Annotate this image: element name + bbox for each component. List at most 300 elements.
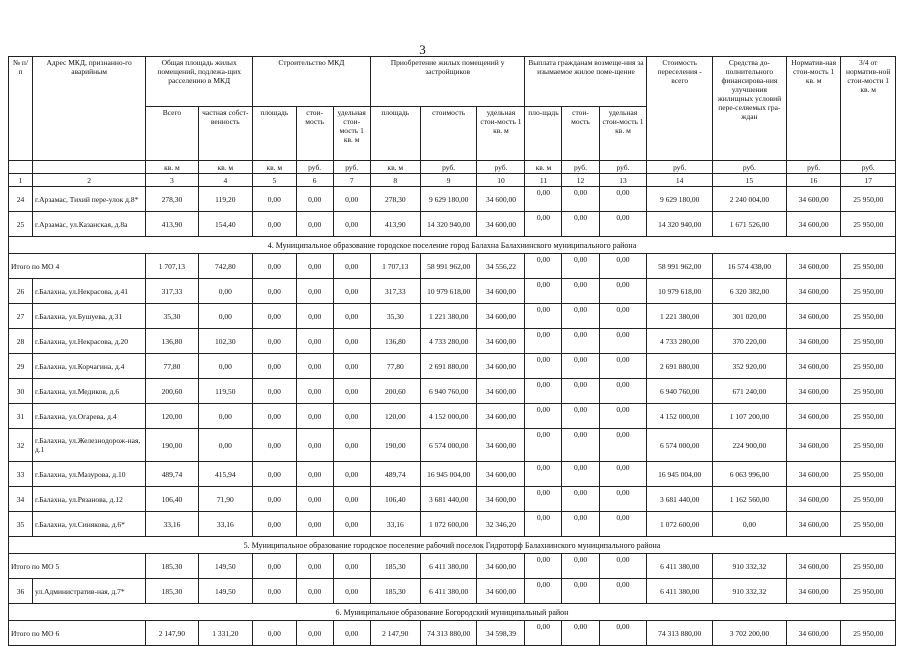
total-value: 2 147,90: [370, 621, 420, 646]
row-value: 34 600,00: [786, 279, 840, 304]
row-number: 24: [9, 187, 33, 212]
row-value: 0,00: [562, 579, 599, 604]
column-index-cell: 2: [32, 174, 145, 187]
units-blank: [9, 161, 33, 174]
row-value: 0,00: [333, 329, 370, 354]
row-number: 30: [9, 379, 33, 404]
row-value: 1 221 380,00: [647, 304, 712, 329]
col-build-cost-header: стои-мость: [296, 107, 333, 161]
row-value: 25 950,00: [841, 212, 896, 237]
unit-cell: руб.: [333, 161, 370, 174]
row-number: 25: [9, 212, 33, 237]
row-value: 1 107 200,00: [712, 404, 786, 429]
total-value: 74 313 880,00: [420, 621, 477, 646]
total-value: 0,00: [253, 554, 297, 579]
row-value: 0,00: [198, 404, 252, 429]
row-value: 0,00: [525, 579, 562, 604]
row-value: 25 950,00: [841, 279, 896, 304]
row-value: 200,60: [146, 379, 198, 404]
total-label: Итого по МО 6: [9, 621, 146, 646]
row-value: 25 950,00: [841, 304, 896, 329]
col-num-header: № п/п: [9, 57, 33, 161]
row-value: 0,00: [333, 279, 370, 304]
col-resettle-cost-header: Стоимость переселения - всего: [647, 57, 712, 161]
row-value: 14 320 940,00: [647, 212, 712, 237]
row-value: 0,00: [562, 487, 599, 512]
row-value: 34 600,00: [477, 462, 525, 487]
row-value: 119,20: [198, 187, 252, 212]
column-index-cell: 4: [198, 174, 252, 187]
total-value: 1 331,20: [198, 621, 252, 646]
row-value: 910 332,32: [712, 579, 786, 604]
row-value: 77,80: [370, 354, 420, 379]
row-value: 0,00: [562, 429, 599, 462]
row-value: 0,00: [333, 187, 370, 212]
row-value: 4 733 280,00: [420, 329, 477, 354]
row-value: 0,00: [296, 579, 333, 604]
row-value: 0,00: [296, 279, 333, 304]
total-value: 0,00: [599, 254, 647, 279]
col-extra-funds-header: Средства до-полнительного финансирова-ния улучшения жилищных условий пере-селяемых гра-ждан: [712, 57, 786, 161]
row-value: 25 950,00: [841, 487, 896, 512]
row-value: 1 221 380,00: [420, 304, 477, 329]
row-value: 0,00: [333, 354, 370, 379]
row-value: 0,00: [562, 462, 599, 487]
column-index-cell: 10: [477, 174, 525, 187]
row-value: 0,00: [562, 354, 599, 379]
col-area-private-header: частная собст-венность: [198, 107, 252, 161]
total-value: 25 950,00: [841, 621, 896, 646]
unit-cell: руб.: [562, 161, 599, 174]
row-value: 0,00: [599, 187, 647, 212]
row-value: 33,16: [146, 512, 198, 537]
section-row: [9, 237, 896, 254]
row-address: г.Балахна, ул.Рязанова, д.12: [32, 487, 145, 512]
row-value: 0,00: [333, 579, 370, 604]
section-row: [9, 537, 896, 554]
row-value: 120,00: [146, 404, 198, 429]
column-index-cell: 5: [253, 174, 297, 187]
row-value: 0,00: [253, 579, 297, 604]
row-value: 6 411 380,00: [420, 579, 477, 604]
unit-cell: кв. м: [198, 161, 252, 174]
row-value: 34 600,00: [477, 279, 525, 304]
table-header: [9, 57, 896, 187]
row-value: 0,00: [253, 212, 297, 237]
row-value: 1 072 600,00: [420, 512, 477, 537]
row-value: 190,00: [370, 429, 420, 462]
row-number: 32: [9, 429, 33, 462]
total-value: 0,00: [562, 621, 599, 646]
total-value: 6 411 380,00: [647, 554, 712, 579]
row-value: 0,00: [296, 462, 333, 487]
total-value: 3 702 200,00: [712, 621, 786, 646]
total-value: 25 950,00: [841, 554, 896, 579]
column-index-cell: 12: [562, 174, 599, 187]
total-value: 58 991 962,00: [647, 254, 712, 279]
row-value: 0,00: [562, 404, 599, 429]
row-value: 0,00: [253, 462, 297, 487]
row-value: 185,30: [146, 579, 198, 604]
row-value: 6 320 382,00: [712, 279, 786, 304]
row-value: 0,00: [296, 329, 333, 354]
row-value: 0,00: [296, 212, 333, 237]
row-value: 106,40: [146, 487, 198, 512]
table-row: [9, 579, 896, 604]
row-value: 6 574 000,00: [420, 429, 477, 462]
row-value: 34 600,00: [477, 487, 525, 512]
column-index-cell: 16: [786, 174, 840, 187]
col-build-group-header: Строительство МКД: [253, 57, 371, 107]
row-value: 0,00: [525, 329, 562, 354]
row-value: 0,00: [562, 187, 599, 212]
row-value: 1 072 600,00: [647, 512, 712, 537]
row-value: 0,00: [525, 404, 562, 429]
row-value: 185,30: [370, 579, 420, 604]
total-value: 0,00: [253, 254, 297, 279]
row-value: 34 600,00: [786, 429, 840, 462]
col-acq-group-header: Приобретение жилых помещений у застройщиков: [370, 57, 525, 107]
row-value: 0,00: [198, 279, 252, 304]
total-value: 25 950,00: [841, 254, 896, 279]
total-value: 34 556,22: [477, 254, 525, 279]
row-value: 2 240 004,00: [712, 187, 786, 212]
row-value: 0,00: [253, 379, 297, 404]
column-index-row: [9, 174, 896, 187]
total-value: 0,00: [333, 621, 370, 646]
row-value: 224 900,00: [712, 429, 786, 462]
row-value: 106,40: [370, 487, 420, 512]
col-acq-area-header: площадь: [370, 107, 420, 161]
unit-cell: кв. м: [370, 161, 420, 174]
total-value: 0,00: [562, 554, 599, 579]
total-label: Итого по МО 4: [9, 254, 146, 279]
row-value: 0,00: [253, 354, 297, 379]
row-value: 6 940 760,00: [420, 379, 477, 404]
row-value: 278,30: [146, 187, 198, 212]
table-row: [9, 429, 896, 462]
row-value: 0,00: [562, 379, 599, 404]
row-value: 489,74: [370, 462, 420, 487]
row-value: 34 600,00: [786, 579, 840, 604]
total-value: 58 991 962,00: [420, 254, 477, 279]
row-value: 25 950,00: [841, 512, 896, 537]
table-row: [9, 354, 896, 379]
row-value: 34 600,00: [786, 304, 840, 329]
row-value: 0,00: [296, 379, 333, 404]
row-value: 34 600,00: [786, 212, 840, 237]
table-row: [9, 279, 896, 304]
col-area-total-header: Всего: [146, 107, 198, 161]
row-value: 0,00: [296, 187, 333, 212]
unit-cell: руб.: [296, 161, 333, 174]
row-value: 149,50: [198, 579, 252, 604]
row-value: 16 945 004,00: [647, 462, 712, 487]
unit-cell: руб.: [599, 161, 647, 174]
total-value: 16 574 438,00: [712, 254, 786, 279]
row-value: 34 600,00: [477, 354, 525, 379]
total-value: 0,00: [599, 621, 647, 646]
row-value: 25 950,00: [841, 329, 896, 354]
total-value: 185,30: [146, 554, 198, 579]
row-value: 0,00: [198, 354, 252, 379]
row-value: 0,00: [525, 379, 562, 404]
col-acq-cost-header: стоимость: [420, 107, 477, 161]
row-value: 4 733 280,00: [647, 329, 712, 354]
section-title: 6. Муниципальное образование Богородский муниципальный район: [9, 604, 896, 621]
row-value: 0,00: [599, 487, 647, 512]
row-value: 489,74: [146, 462, 198, 487]
total-value: 0,00: [253, 621, 297, 646]
row-value: 0,00: [333, 462, 370, 487]
row-address: г.Балахна, ул.Корчагина, д.4: [32, 354, 145, 379]
column-index-cell: 14: [647, 174, 712, 187]
row-value: 0,00: [562, 512, 599, 537]
unit-cell: руб.: [841, 161, 896, 174]
row-value: 25 950,00: [841, 187, 896, 212]
row-value: 0,00: [525, 462, 562, 487]
row-value: 0,00: [296, 429, 333, 462]
row-value: 3 681 440,00: [420, 487, 477, 512]
table-row: [9, 404, 896, 429]
row-value: 301 020,00: [712, 304, 786, 329]
row-value: 0,00: [525, 212, 562, 237]
column-index-cell: 6: [296, 174, 333, 187]
units-blank: [32, 161, 145, 174]
section-title: 4. Муниципальное образование городское поселение город Балахна Балахнинского муниципального района: [9, 237, 896, 254]
total-value: 185,30: [370, 554, 420, 579]
row-value: 34 600,00: [477, 429, 525, 462]
unit-cell: кв. м: [253, 161, 297, 174]
row-value: 34 600,00: [786, 354, 840, 379]
row-value: 0,00: [333, 512, 370, 537]
row-value: 0,00: [599, 354, 647, 379]
total-value: 0,00: [333, 554, 370, 579]
row-value: 34 600,00: [477, 187, 525, 212]
total-value: 34 600,00: [786, 254, 840, 279]
row-value: 0,00: [599, 279, 647, 304]
row-value: 415,94: [198, 462, 252, 487]
table-row: [9, 379, 896, 404]
col-acq-unit-header: удельная стои-мость 1 кв. м: [477, 107, 525, 161]
total-value: 910 332,32: [712, 554, 786, 579]
row-value: 0,00: [333, 304, 370, 329]
row-address: г.Балахна, ул.Бушуева, д.31: [32, 304, 145, 329]
row-address: г.Балахна, ул.Некрасова, д.41: [32, 279, 145, 304]
column-index-cell: 17: [841, 174, 896, 187]
row-value: 34 600,00: [477, 212, 525, 237]
unit-cell: руб.: [477, 161, 525, 174]
total-value: 74 313 880,00: [647, 621, 712, 646]
unit-cell: кв. м: [525, 161, 562, 174]
total-value: 34 600,00: [477, 554, 525, 579]
row-value: 6 574 000,00: [647, 429, 712, 462]
total-value: 0,00: [296, 554, 333, 579]
row-value: 0,00: [599, 329, 647, 354]
row-value: 6 063 996,00: [712, 462, 786, 487]
row-value: 34 600,00: [477, 379, 525, 404]
row-value: 25 950,00: [841, 429, 896, 462]
row-number: 28: [9, 329, 33, 354]
row-address: ул.Административ-ная, д.7*: [32, 579, 145, 604]
total-value: 1 707,13: [370, 254, 420, 279]
total-value: 0,00: [599, 554, 647, 579]
col-pay-unit-header: удельная стои-мость 1 кв. м: [599, 107, 647, 161]
row-value: 0,00: [562, 329, 599, 354]
row-number: 29: [9, 354, 33, 379]
row-value: 317,33: [370, 279, 420, 304]
row-address: г.Арзамас, ул.Казанская, д.8а: [32, 212, 145, 237]
table-row: [9, 304, 896, 329]
row-value: 0,00: [333, 212, 370, 237]
column-index-cell: 15: [712, 174, 786, 187]
section-row: [9, 604, 896, 621]
table-body: [9, 187, 896, 646]
row-address: г.Балахна, ул.Мазурова, д.10: [32, 462, 145, 487]
total-row: [9, 254, 896, 279]
row-value: 33,16: [370, 512, 420, 537]
total-value: 1 707,13: [146, 254, 198, 279]
unit-cell: кв. м: [146, 161, 198, 174]
row-value: 10 979 618,00: [647, 279, 712, 304]
row-address: г.Балахна, ул.Медиков, д.6: [32, 379, 145, 404]
row-value: 413,90: [146, 212, 198, 237]
row-value: 1 162 560,00: [712, 487, 786, 512]
row-value: 0,00: [599, 579, 647, 604]
row-value: 9 629 180,00: [647, 187, 712, 212]
row-value: 25 950,00: [841, 354, 896, 379]
row-address: г.Балахна, ул.Огарева, д.4: [32, 404, 145, 429]
row-address: г.Балахна, ул.Некрасова, д.20: [32, 329, 145, 354]
row-value: 200,60: [370, 379, 420, 404]
row-value: 34 600,00: [786, 487, 840, 512]
row-value: 0,00: [599, 404, 647, 429]
column-index-cell: 3: [146, 174, 198, 187]
row-value: 34 600,00: [477, 329, 525, 354]
row-value: 2 691 880,00: [647, 354, 712, 379]
row-value: 119,50: [198, 379, 252, 404]
row-value: 0,00: [525, 187, 562, 212]
row-value: 0,00: [333, 404, 370, 429]
row-value: 34 600,00: [477, 579, 525, 604]
row-address: г.Арзамас, Тихий пере-улок д.8*: [32, 187, 145, 212]
row-value: 71,90: [198, 487, 252, 512]
unit-cell: руб.: [420, 161, 477, 174]
row-value: 9 629 180,00: [420, 187, 477, 212]
row-value: 0,00: [525, 512, 562, 537]
row-value: 3 681 440,00: [647, 487, 712, 512]
row-value: 4 152 000,00: [647, 404, 712, 429]
row-value: 154,40: [198, 212, 252, 237]
row-value: 77,80: [146, 354, 198, 379]
row-value: 0,00: [296, 304, 333, 329]
total-value: 149,50: [198, 554, 252, 579]
column-index-cell: 11: [525, 174, 562, 187]
row-value: 4 152 000,00: [420, 404, 477, 429]
table-row: [9, 212, 896, 237]
table-row: [9, 329, 896, 354]
section-title: 5. Муниципальное образование городское поселение рабочий поселок Гидроторф Балахнинского муниципального района: [9, 537, 896, 554]
row-value: 0,00: [525, 354, 562, 379]
row-value: 34 600,00: [786, 404, 840, 429]
row-value: 16 945 004,00: [420, 462, 477, 487]
total-value: 2 147,90: [146, 621, 198, 646]
col-pay-group-header: Выплата гражданам возмеще-ния за изымаемое жилое поме-щение: [525, 57, 647, 107]
table-row: [9, 462, 896, 487]
row-value: 0,00: [562, 212, 599, 237]
row-value: 0,00: [599, 304, 647, 329]
col-pay-cost-header: стои-мость: [562, 107, 599, 161]
row-value: 278,30: [370, 187, 420, 212]
unit-cell: руб.: [712, 161, 786, 174]
units-row: [9, 161, 896, 174]
row-value: 370 220,00: [712, 329, 786, 354]
row-value: 34 600,00: [786, 379, 840, 404]
row-value: 0,00: [525, 279, 562, 304]
total-value: 34 600,00: [786, 554, 840, 579]
col-address-header: Адрес МКД, признанно-го аварийным: [32, 57, 145, 161]
row-value: 0,00: [253, 279, 297, 304]
row-value: 33,16: [198, 512, 252, 537]
total-value: 34 598,39: [477, 621, 525, 646]
page-number: 3: [419, 42, 426, 57]
row-value: 0,00: [599, 212, 647, 237]
row-number: 34: [9, 487, 33, 512]
row-value: 0,00: [198, 304, 252, 329]
row-value: 0,00: [198, 429, 252, 462]
row-address: г.Балахна, ул.Синякова, д.6*: [32, 512, 145, 537]
row-value: 0,00: [599, 462, 647, 487]
total-label: Итого по МО 5: [9, 554, 146, 579]
total-value: 0,00: [296, 254, 333, 279]
row-value: 6 940 760,00: [647, 379, 712, 404]
row-value: 671 240,00: [712, 379, 786, 404]
row-value: 14 320 940,00: [420, 212, 477, 237]
row-value: 0,00: [525, 429, 562, 462]
row-value: 413,90: [370, 212, 420, 237]
col-build-area-header: площадь: [253, 107, 297, 161]
row-value: 102,30: [198, 329, 252, 354]
total-row: [9, 554, 896, 579]
row-value: 0,00: [333, 379, 370, 404]
row-value: 35,30: [370, 304, 420, 329]
row-value: 0,00: [562, 279, 599, 304]
row-value: 0,00: [599, 379, 647, 404]
row-value: 25 950,00: [841, 462, 896, 487]
table-row: [9, 187, 896, 212]
column-index-cell: 13: [599, 174, 647, 187]
row-number: 35: [9, 512, 33, 537]
row-value: 25 950,00: [841, 404, 896, 429]
resettlement-table: [8, 56, 896, 646]
row-number: 36: [9, 579, 33, 604]
row-value: 34 600,00: [477, 304, 525, 329]
row-value: 136,80: [146, 329, 198, 354]
row-value: 0,00: [562, 304, 599, 329]
row-value: 34 600,00: [477, 404, 525, 429]
row-value: 6 411 380,00: [647, 579, 712, 604]
row-value: 0,00: [253, 487, 297, 512]
row-value: 136,80: [370, 329, 420, 354]
row-value: 32 346,20: [477, 512, 525, 537]
col-pay-area-header: пло-щадь: [525, 107, 562, 161]
col-norm-cost-header: Норматив-ная стои-мость 1 кв. м: [786, 57, 840, 161]
row-value: 0,00: [296, 404, 333, 429]
row-value: 1 671 526,00: [712, 212, 786, 237]
row-value: 0,00: [333, 429, 370, 462]
row-number: 27: [9, 304, 33, 329]
column-index-cell: 7: [333, 174, 370, 187]
